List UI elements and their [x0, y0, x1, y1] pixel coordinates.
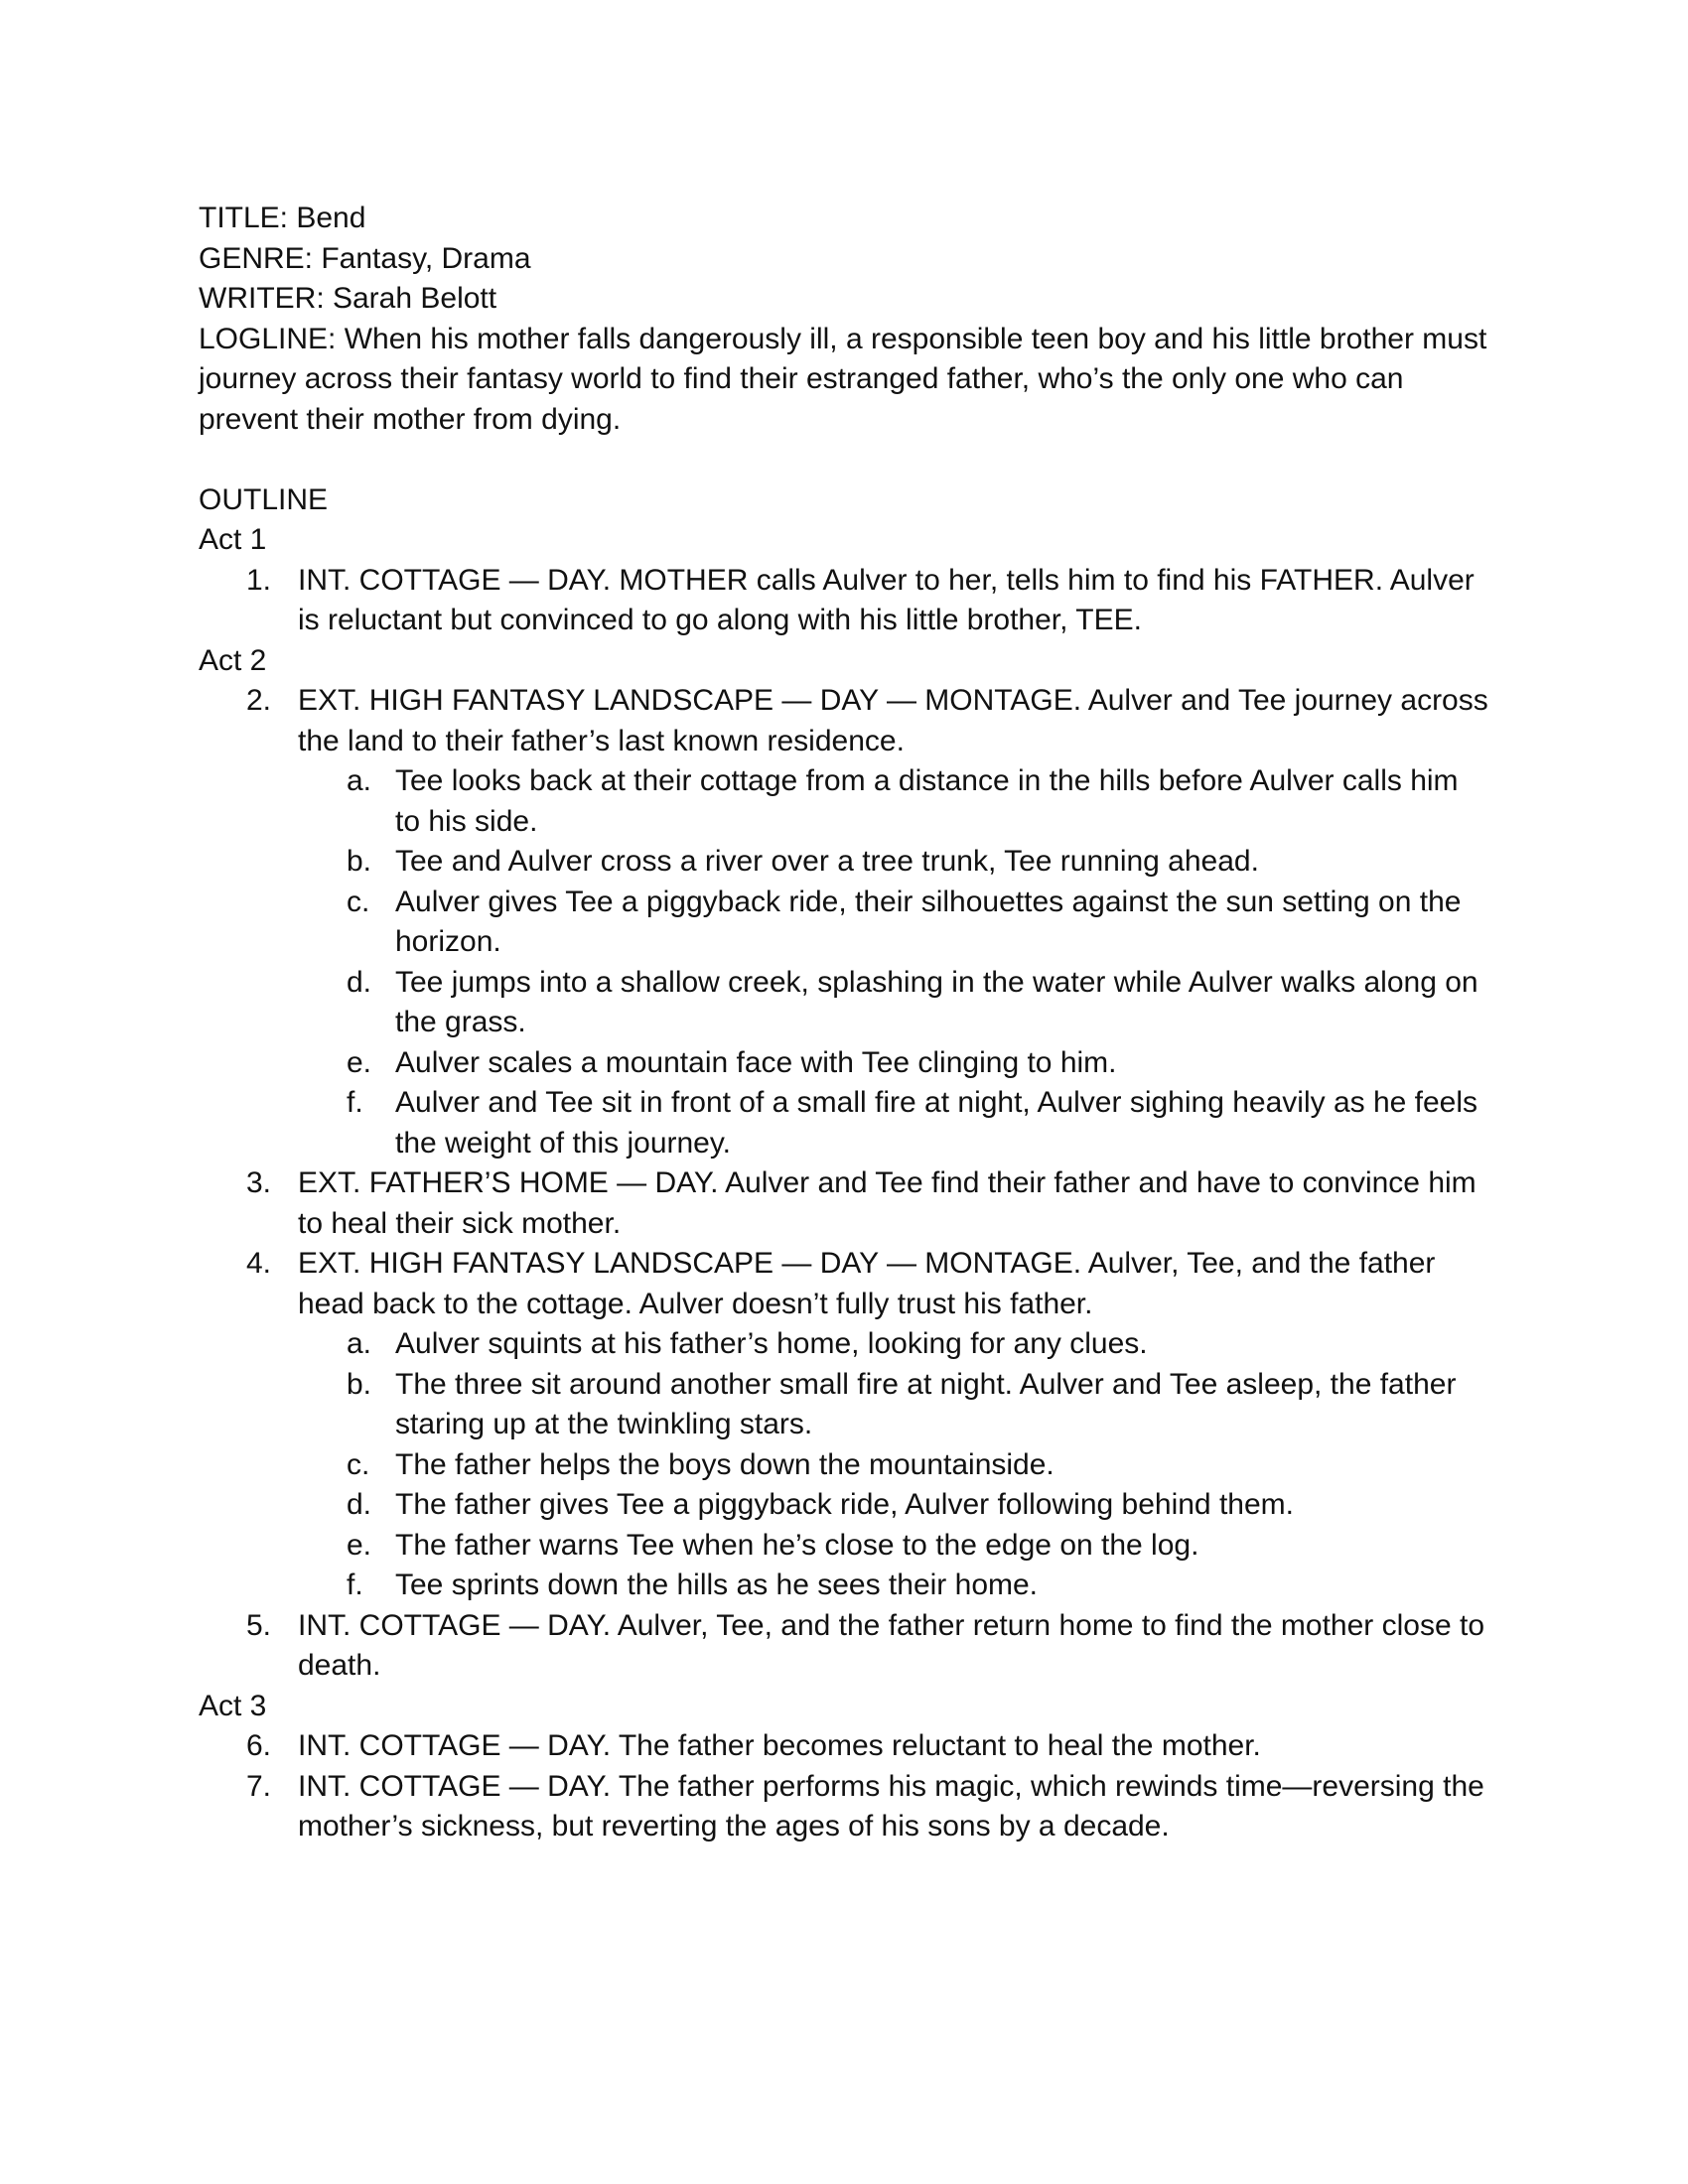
item-text: INT. COTTAGE — DAY. The father becomes reluctant to heal the mother. [298, 1729, 1261, 1762]
genre-line: GENRE: Fantasy, Drama [199, 241, 531, 275]
outline-item [199, 1244, 1489, 1324]
outline-sub-item [199, 963, 1489, 1043]
sub-item-text: Tee looks back at their cottage from a distance in the hills before Aulver calls him to his side. [395, 764, 1459, 838]
sub-item-letter: a. [347, 1327, 372, 1360]
outline-heading: OUTLINE [199, 482, 329, 516]
sub-item-letter: f. [347, 1086, 363, 1119]
outline-sub-item [199, 842, 1489, 883]
item-number: 7. [246, 1769, 272, 1803]
act-label: Act 3 [199, 1689, 267, 1722]
logline-line: LOGLINE: When his mother falls dangerously ill, a responsible teen boy and his little brother must journey across their fantasy world to find their estranged father, who’s the only one who can prevent their mother from dying. [199, 322, 1487, 436]
item-number: 1. [246, 563, 272, 597]
outline-sub-item [199, 1445, 1489, 1486]
outline-sub-item [199, 1485, 1489, 1526]
outline-sub-item [199, 1566, 1489, 1606]
act-label: Act 2 [199, 643, 267, 677]
sub-item-text: The three sit around another small fire at night. Aulver and Tee asleep, the father staring up at the twinkling stars. [395, 1367, 1457, 1440]
item-number: 2. [246, 684, 272, 717]
sub-item-letter: c. [347, 1447, 370, 1481]
sub-item-letter: d. [347, 965, 372, 999]
item-text: EXT. HIGH FANTASY LANDSCAPE — DAY — MONTAGE. Aulver and Tee journey across the land to their father’s last known residence. [298, 684, 1488, 757]
sub-item-letter: e. [347, 1045, 372, 1079]
section-spacer [199, 440, 1489, 480]
outline-sub-item [199, 883, 1489, 963]
document-page [199, 199, 1489, 1847]
item-number: 4. [246, 1247, 272, 1280]
act-label: Act 1 [199, 523, 267, 556]
item-text: INT. COTTAGE — DAY. Aulver, Tee, and the father return home to find the mother close to death. [298, 1608, 1485, 1682]
sub-item-text: Aulver gives Tee a piggyback ride, their silhouettes against the sun setting on the horizon. [395, 885, 1462, 958]
outline-sub-item [199, 1043, 1489, 1084]
sub-item-text: Aulver squints at his father’s home, looking for any clues. [395, 1327, 1148, 1360]
outline-sub-item [199, 1526, 1489, 1567]
sub-item-text: Tee jumps into a shallow creek, splashing in the water while Aulver walks along on the grass. [395, 965, 1478, 1038]
outline-item [199, 1163, 1489, 1244]
outline-sub-item [199, 1365, 1489, 1445]
sub-item-text: The father gives Tee a piggyback ride, Aulver following behind them. [395, 1488, 1294, 1521]
sub-item-letter: b. [347, 845, 372, 878]
sub-item-text: Tee and Aulver cross a river over a tree trunk, Tee running ahead. [395, 845, 1259, 878]
sub-item-text: The father warns Tee when he’s close to the edge on the log. [395, 1528, 1199, 1562]
sub-item-letter: b. [347, 1367, 372, 1401]
outline-item [199, 1726, 1489, 1767]
item-number: 6. [246, 1729, 272, 1762]
writer-line: WRITER: Sarah Belott [199, 282, 497, 315]
sub-item-letter: a. [347, 764, 372, 797]
outline-item [199, 1767, 1489, 1847]
sub-item-text: Tee sprints down the hills as he sees their home. [395, 1569, 1039, 1601]
item-number: 5. [246, 1608, 272, 1642]
sub-item-letter: e. [347, 1528, 372, 1562]
sub-item-letter: f. [347, 1569, 363, 1601]
item-text: INT. COTTAGE — DAY. MOTHER calls Aulver to her, tells him to find his FATHER. Aulver is reluctant but convinced to go along with his little brother, TEE. [298, 563, 1475, 636]
sub-item-letter: d. [347, 1488, 372, 1521]
title-line: TITLE: Bend [199, 202, 366, 234]
outline-item [199, 561, 1489, 641]
sub-item-text: The father helps the boys down the mountainside. [395, 1447, 1055, 1481]
item-number: 3. [246, 1166, 272, 1199]
outline-acts [199, 520, 1489, 1847]
outline-item [199, 1606, 1489, 1687]
sub-item-text: Aulver scales a mountain face with Tee clinging to him. [395, 1045, 1117, 1079]
sub-item-text: Aulver and Tee sit in front of a small fire at night, Aulver sighing heavily as he feels the weight of this journey. [395, 1086, 1478, 1160]
outline-item [199, 681, 1489, 761]
outline-sub-item [199, 1324, 1489, 1365]
item-text: EXT. HIGH FANTASY LANDSCAPE — DAY — MONTAGE. Aulver, Tee, and the father head back to the cottage. Aulver doesn’t fully trust his father. [298, 1247, 1436, 1320]
item-text: EXT. FATHER’S HOME — DAY. Aulver and Tee find their father and have to convince him to heal their sick mother. [298, 1166, 1477, 1240]
outline-sub-item [199, 1083, 1489, 1163]
sub-item-letter: c. [347, 885, 370, 918]
outline-sub-item [199, 761, 1489, 842]
item-text: INT. COTTAGE — DAY. The father performs his magic, which rewinds time—reversing the mother’s sickness, but reverting the ages of his sons by a decade. [298, 1769, 1484, 1843]
